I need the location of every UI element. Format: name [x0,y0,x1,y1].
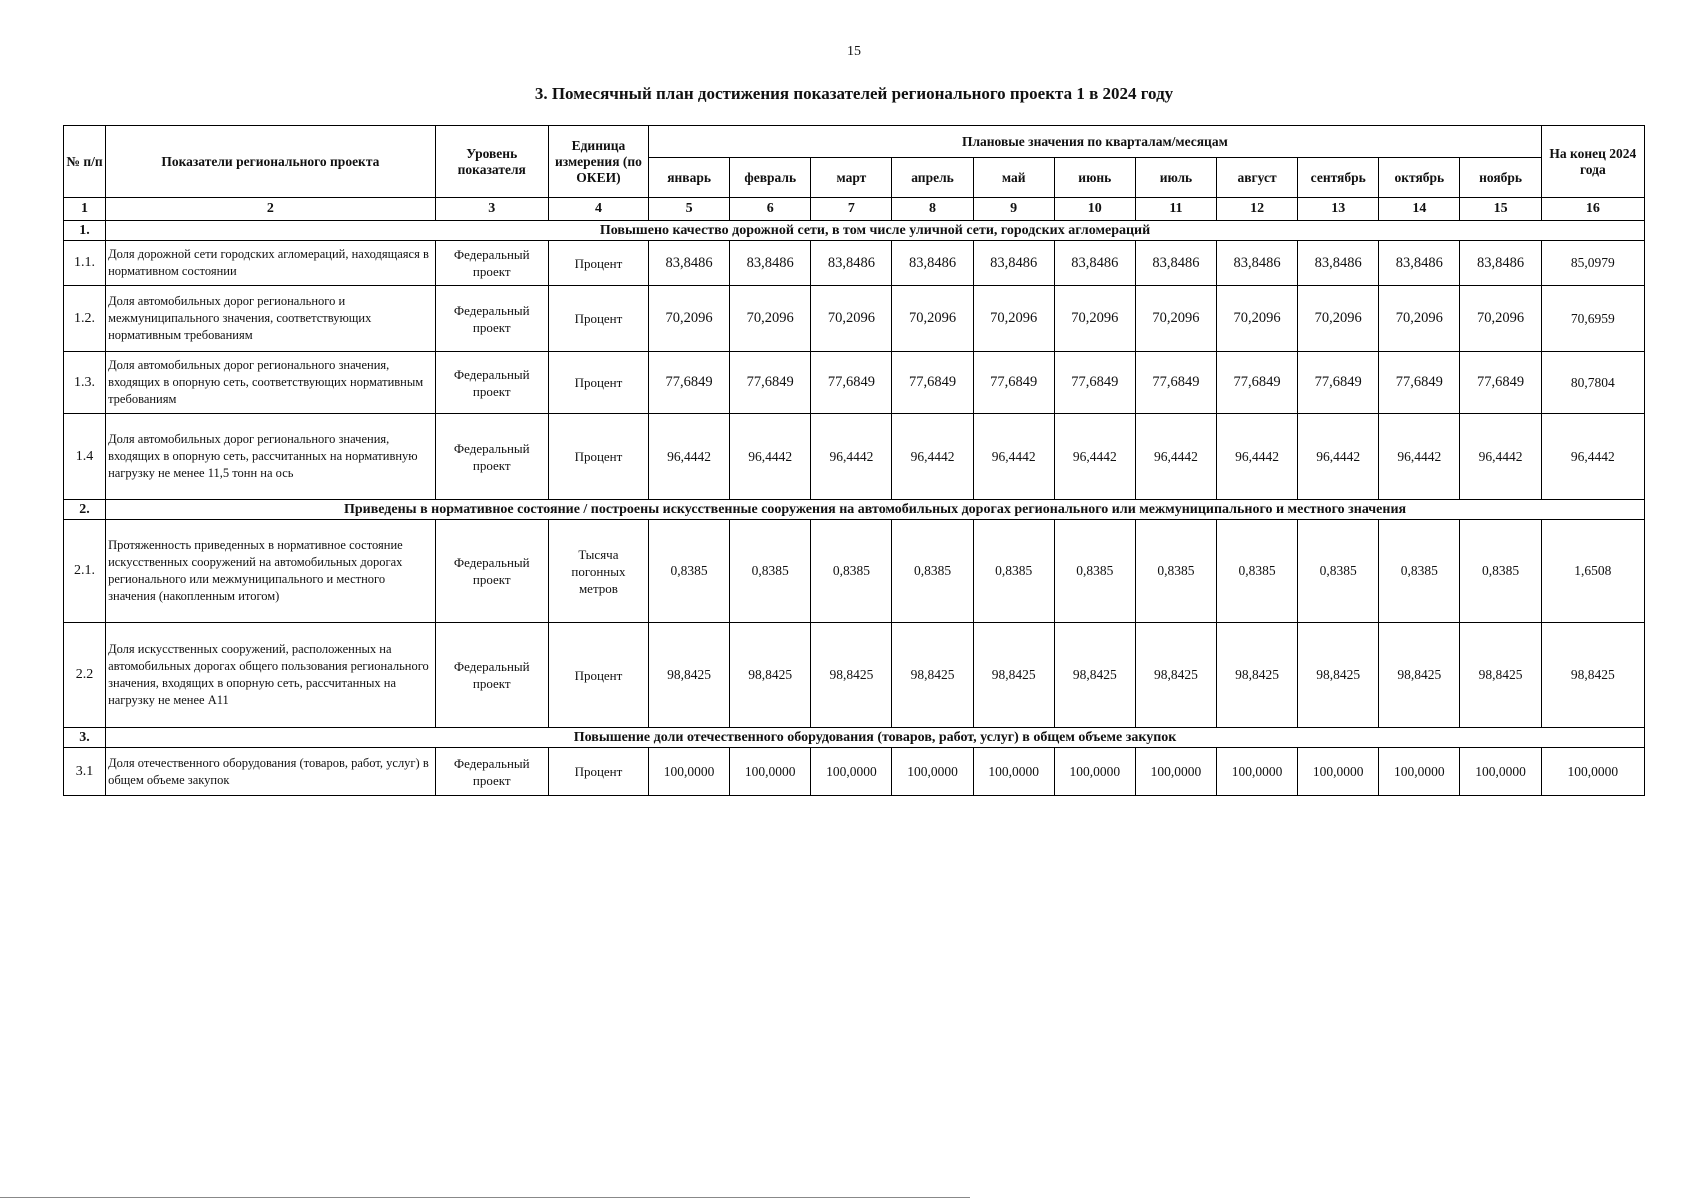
section-row [64,221,1645,241]
end-of-year-value: 98,8425 [1541,623,1644,728]
header-no: № п/п [64,126,106,198]
month-value: 77,6849 [811,352,892,414]
month-value: 70,2096 [892,286,973,352]
column-number-row [64,198,1645,221]
header-month: февраль [730,158,811,198]
month-value: 0,8385 [811,520,892,623]
section-number: 1. [64,221,106,241]
end-of-year-value: 85,0979 [1541,241,1644,286]
indicator-unit: Процент [548,623,648,728]
column-number: 15 [1460,198,1541,221]
column-number: 14 [1379,198,1460,221]
header-month: июль [1135,158,1216,198]
month-value: 83,8486 [1054,241,1135,286]
end-of-year-value: 100,0000 [1541,748,1644,796]
month-value: 0,8385 [730,520,811,623]
row-number: 2.1. [64,520,106,623]
month-value: 0,8385 [892,520,973,623]
indicator-name: Доля дорожной сети городских агломераций, находящаяся в нормативном состоянии [106,241,436,286]
month-value: 96,4442 [973,414,1054,500]
month-value: 100,0000 [811,748,892,796]
header-month: октябрь [1379,158,1460,198]
month-value: 83,8486 [649,241,730,286]
month-value: 83,8486 [973,241,1054,286]
month-value: 0,8385 [1135,520,1216,623]
indicator-name: Протяженность приведенных в нормативное состояние искусственных сооружений на автомобильных дорогах регионального или межмуниципального и местного значения (накопленным итогом) [106,520,436,623]
month-value: 98,8425 [1298,623,1379,728]
month-value: 96,4442 [730,414,811,500]
month-value: 77,6849 [730,352,811,414]
month-value: 96,4442 [1217,414,1298,500]
table-row [64,241,1645,286]
indicator-level: Федеральный проект [435,748,548,796]
indicator-unit: Процент [548,414,648,500]
section-row [64,500,1645,520]
section-title: Повышено качество дорожной сети, в том числе уличной сети, городских агломераций [106,221,1645,241]
month-value: 96,4442 [1379,414,1460,500]
header-plan-group: Плановые значения по кварталам/месяцам [649,126,1542,158]
month-value: 0,8385 [1460,520,1541,623]
month-value: 83,8486 [1217,241,1298,286]
row-number: 1.2. [64,286,106,352]
row-number: 1.4 [64,414,106,500]
end-of-year-value: 1,6508 [1541,520,1644,623]
month-value: 83,8486 [892,241,973,286]
month-value: 70,2096 [973,286,1054,352]
column-number: 7 [811,198,892,221]
scan-bottom-rule [0,1197,970,1198]
month-value: 0,8385 [973,520,1054,623]
month-value: 77,6849 [892,352,973,414]
month-value: 83,8486 [1460,241,1541,286]
column-number: 10 [1054,198,1135,221]
column-number: 16 [1541,198,1644,221]
header-month: май [973,158,1054,198]
month-value: 98,8425 [1379,623,1460,728]
column-number: 13 [1298,198,1379,221]
table-header-row [64,126,1645,158]
header-month: август [1217,158,1298,198]
month-value: 98,8425 [1460,623,1541,728]
page-number: 15 [847,44,861,59]
month-value: 70,2096 [730,286,811,352]
header-unit: Единица измерения (по ОКЕИ) [548,126,648,198]
indicator-unit: Тысяча погонных метров [548,520,648,623]
table-row [64,414,1645,500]
month-value: 96,4442 [1054,414,1135,500]
end-of-year-value: 96,4442 [1541,414,1644,500]
month-value: 83,8486 [1298,241,1379,286]
month-value: 100,0000 [1054,748,1135,796]
month-value: 77,6849 [1460,352,1541,414]
table-row [64,623,1645,728]
month-value: 100,0000 [730,748,811,796]
month-value: 100,0000 [892,748,973,796]
column-number: 8 [892,198,973,221]
row-number: 2.2 [64,623,106,728]
month-value: 0,8385 [649,520,730,623]
month-value: 70,2096 [1460,286,1541,352]
header-month: июнь [1054,158,1135,198]
column-number: 5 [649,198,730,221]
month-value: 98,8425 [892,623,973,728]
month-value: 98,8425 [730,623,811,728]
table-row [64,286,1645,352]
month-value: 98,8425 [1217,623,1298,728]
month-value: 96,4442 [649,414,730,500]
document-title: 3. Помесячный план достижения показателей регионального проекта 1 в 2024 году [534,84,1174,103]
indicator-level: Федеральный проект [435,352,548,414]
indicator-level: Федеральный проект [435,241,548,286]
indicator-name: Доля автомобильных дорог регионального значения, входящих в опорную сеть, соответствующих нормативным требованиям [106,352,436,414]
month-value: 77,6849 [1298,352,1379,414]
indicator-unit: Процент [548,748,648,796]
month-value: 100,0000 [1379,748,1460,796]
indicator-unit: Процент [548,241,648,286]
header-month: январь [649,158,730,198]
section-number: 3. [64,728,106,748]
month-value: 100,0000 [1217,748,1298,796]
section-row [64,728,1645,748]
end-of-year-value: 70,6959 [1541,286,1644,352]
end-of-year-value: 80,7804 [1541,352,1644,414]
month-value: 96,4442 [811,414,892,500]
row-number: 1.1. [64,241,106,286]
indicator-name: Доля отечественного оборудования (товаров, работ, услуг) в общем объеме закупок [106,748,436,796]
header-month: апрель [892,158,973,198]
month-value: 100,0000 [973,748,1054,796]
column-number: 11 [1135,198,1216,221]
month-value: 77,6849 [1054,352,1135,414]
month-value: 70,2096 [1379,286,1460,352]
month-value: 96,4442 [1460,414,1541,500]
header-month: март [811,158,892,198]
month-value: 0,8385 [1379,520,1460,623]
month-value: 100,0000 [1460,748,1541,796]
column-number: 4 [548,198,648,221]
month-value: 77,6849 [1379,352,1460,414]
month-value: 98,8425 [1054,623,1135,728]
column-number: 9 [973,198,1054,221]
indicator-level: Федеральный проект [435,286,548,352]
month-value: 70,2096 [811,286,892,352]
indicator-unit: Процент [548,352,648,414]
header-month: сентябрь [1298,158,1379,198]
column-number: 1 [64,198,106,221]
month-value: 96,4442 [1135,414,1216,500]
month-value: 98,8425 [811,623,892,728]
month-value: 96,4442 [892,414,973,500]
month-value: 0,8385 [1298,520,1379,623]
month-value: 83,8486 [730,241,811,286]
section-title: Повышение доли отечественного оборудования (товаров, работ, услуг) в общем объеме закупок [106,728,1645,748]
month-value: 70,2096 [1298,286,1379,352]
header-indicator: Показатели регионального проекта [106,126,436,198]
column-number: 2 [106,198,436,221]
indicator-level: Федеральный проект [435,414,548,500]
column-number: 6 [730,198,811,221]
month-value: 100,0000 [1135,748,1216,796]
section-number: 2. [64,500,106,520]
table-row [64,748,1645,796]
indicator-unit: Процент [548,286,648,352]
table-row [64,520,1645,623]
section-title: Приведены в нормативное состояние / построены искусственные сооружения на автомобильных дорогах регионального или межмуниципального и местного значения [106,500,1645,520]
month-value: 0,8385 [1217,520,1298,623]
month-value: 70,2096 [1135,286,1216,352]
header-end-of-year: На конец 2024 года [1541,126,1644,198]
indicator-level: Федеральный проект [435,520,548,623]
month-value: 70,2096 [649,286,730,352]
month-value: 83,8486 [1379,241,1460,286]
header-month: ноябрь [1460,158,1541,198]
month-value: 83,8486 [1135,241,1216,286]
row-number: 1.3. [64,352,106,414]
month-value: 100,0000 [1298,748,1379,796]
month-value: 98,8425 [649,623,730,728]
month-value: 70,2096 [1054,286,1135,352]
row-number: 3.1 [64,748,106,796]
table-row [64,352,1645,414]
monthly-plan-table [63,125,1645,796]
indicator-name: Доля автомобильных дорог регионального значения, входящих в опорную сеть, рассчитанных на нормативную нагрузку не менее 11,5 тонн на ось [106,414,436,500]
indicator-name: Доля автомобильных дорог регионального и межмуниципального значения, соответствующих нормативным требованиям [106,286,436,352]
month-value: 98,8425 [1135,623,1216,728]
column-number: 12 [1217,198,1298,221]
month-value: 77,6849 [1217,352,1298,414]
indicator-level: Федеральный проект [435,623,548,728]
month-value: 0,8385 [1054,520,1135,623]
month-value: 77,6849 [1135,352,1216,414]
month-value: 100,0000 [649,748,730,796]
month-value: 70,2096 [1217,286,1298,352]
month-value: 96,4442 [1298,414,1379,500]
month-value: 98,8425 [973,623,1054,728]
month-value: 77,6849 [649,352,730,414]
header-level: Уровень показателя [435,126,548,198]
indicator-name: Доля искусственных сооружений, расположенных на автомобильных дорогах общего пользования регионального значения, входящих в опорную сеть, рассчитанных на нагрузку не менее А11 [106,623,436,728]
month-value: 77,6849 [973,352,1054,414]
column-number: 3 [435,198,548,221]
month-value: 83,8486 [811,241,892,286]
